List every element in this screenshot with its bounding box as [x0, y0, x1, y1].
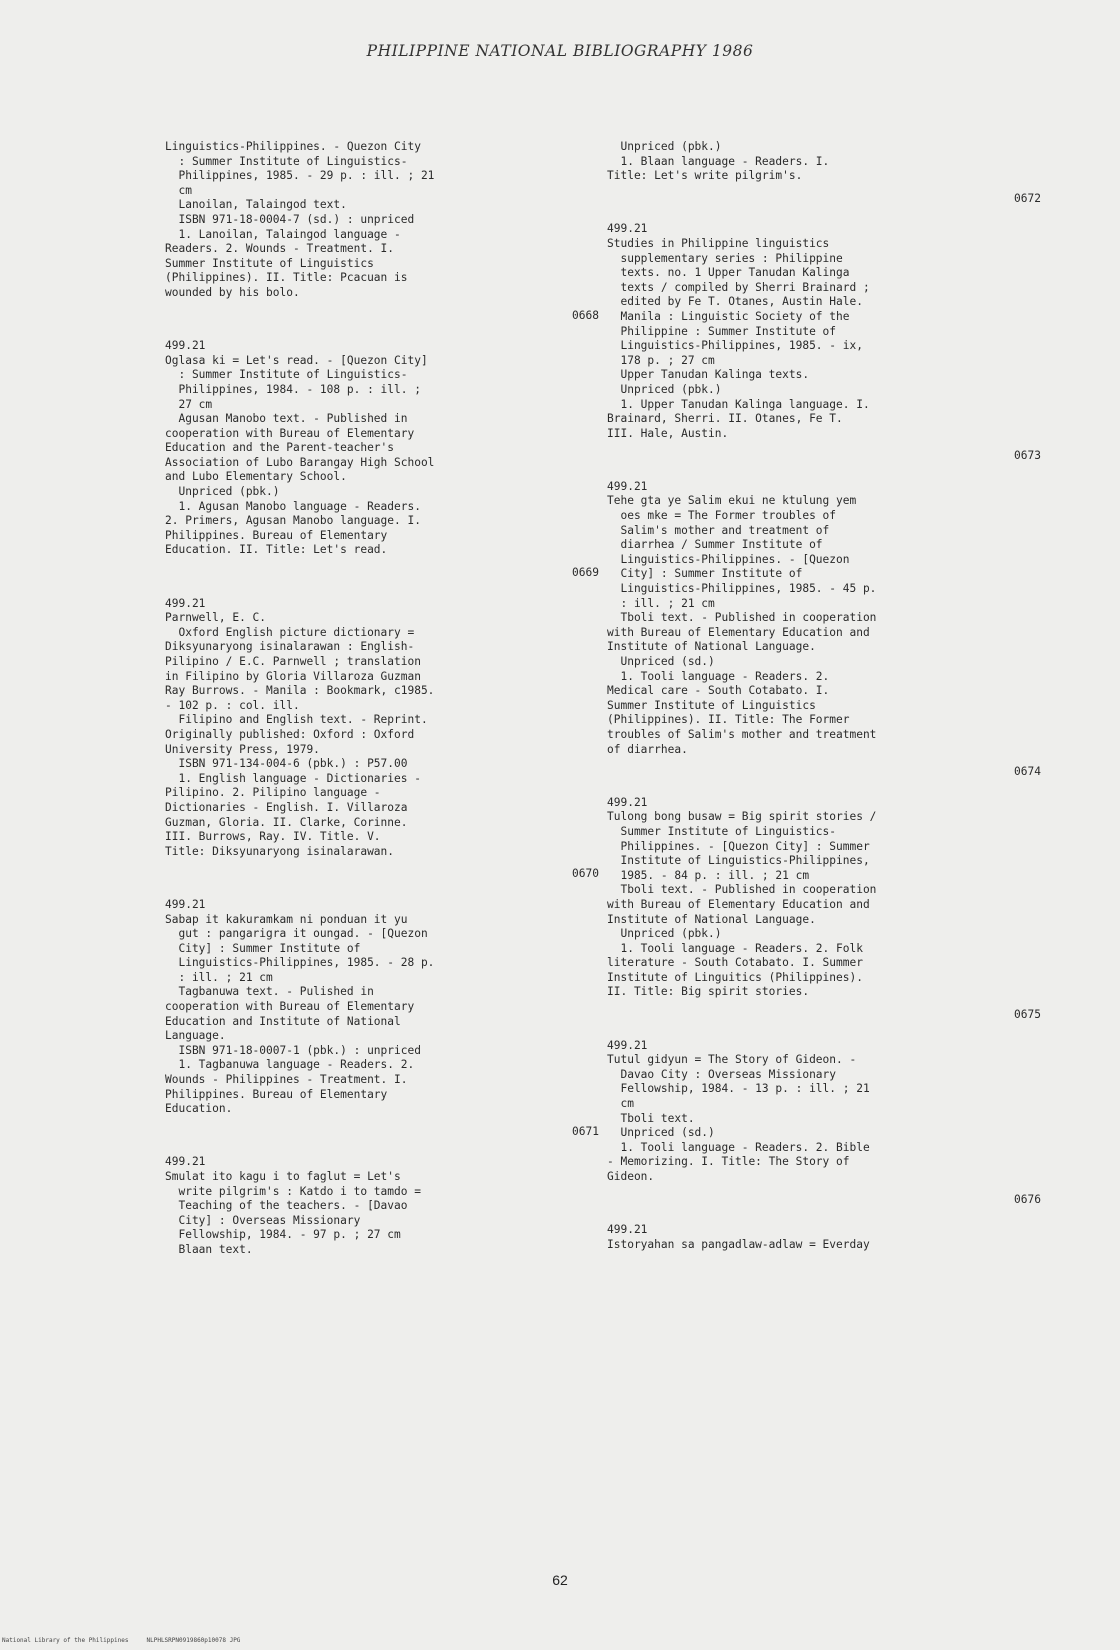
bibliography-entry — [165, 898, 617, 1140]
entry-line: troubles of Salim's mother and treatment — [607, 727, 877, 741]
entry-line: Ray Burrows. - Manila : Bookmark, c1985. — [165, 684, 435, 698]
bibliography-entry — [165, 140, 617, 323]
control-number: 0676 — [1014, 1192, 1041, 1206]
entry-line: Linguistics-Philippines. - [Quezon — [607, 552, 850, 566]
entry-line: Title: Diksyunaryong isinalarawan. — [165, 844, 395, 858]
entry-line: City] : Summer Institute of — [607, 567, 803, 581]
entry-line: Linguistics-Philippines. - Quezon City — [165, 140, 421, 153]
entry-line: 499.21 — [607, 479, 648, 493]
bibliography-entry — [607, 480, 1059, 780]
entry-line: 1. Lanoilan, Talaingod language - — [165, 227, 401, 241]
entry-line: 499.21 — [165, 596, 206, 610]
entry-line: cooperation with Bureau of Elementary — [165, 1000, 415, 1014]
entry-line: Tagbanuwa text. - Pulished in — [165, 985, 374, 999]
control-number: 0675 — [1014, 1008, 1041, 1022]
entry-line: 1. Tooli language - Readers. 2. — [607, 669, 830, 683]
entry-line: 499.21 — [165, 1155, 206, 1169]
entry-line: Blaan text. — [165, 1242, 253, 1256]
right-column — [607, 140, 1059, 1252]
entry-line: Fellowship, 1984. - 97 p. ; 27 cm — [165, 1228, 401, 1242]
entry-line: gut : pangarigra it oungad. - [Quezon — [165, 927, 428, 941]
bibliography-entry — [607, 1039, 1059, 1208]
bibliography-entry — [607, 796, 1059, 1023]
entry-line: 1. Upper Tanudan Kalinga language. I. — [607, 397, 870, 411]
entry-line: Fellowship, 1984. - 13 p. : ill. ; 21 — [607, 1082, 870, 1096]
entry-line: Philippine : Summer Institute of — [607, 324, 837, 338]
entry-line: 499.21 — [607, 222, 648, 236]
entry-line: City] : Summer Institute of — [165, 941, 361, 955]
entry-line: diarrhea / Summer Institute of — [607, 538, 823, 552]
entry-line: Education and Institute of National — [165, 1014, 401, 1028]
entry-line: : Summer Institute of Linguistics- — [165, 154, 408, 168]
entry-line: cm — [165, 183, 192, 197]
entry-line: texts. no. 1 Upper Tanudan Kalinga — [607, 266, 850, 280]
entry-line: : ill. ; 21 cm — [607, 596, 715, 610]
entry-line: Philippines, 1985. - 29 p. : ill. ; 21 — [165, 169, 435, 183]
entry-line: Association of Lubo Barangay High School — [165, 455, 435, 469]
entry-line: III. Burrows, Ray. IV. Title. V. — [165, 830, 381, 844]
entry-line: ISBN 971-18-0004-7 (sd.) : unpriced — [165, 212, 415, 226]
control-number: 0672 — [1014, 191, 1041, 205]
entry-line: 1. Tagbanuwa language - Readers. 2. — [165, 1058, 415, 1072]
entry-line: Philippines. Bureau of Elementary — [165, 528, 388, 542]
entry-line: 2. Primers, Agusan Manobo language. I. — [165, 514, 421, 528]
page-number: 62 — [552, 1572, 568, 1588]
entry-line: Parnwell, E. C. — [165, 611, 267, 625]
entry-line: Davao City : Overseas Missionary — [607, 1067, 837, 1081]
entry-line: Summer Institute of Linguistics — [607, 698, 816, 712]
entry-line: Language. — [165, 1029, 226, 1043]
entry-line: Filipino and English text. - Reprint. — [165, 713, 428, 727]
entry-line: Gideon. — [607, 1170, 655, 1183]
entry-line: Agusan Manobo text. - Published in — [165, 412, 408, 426]
entry-line: edited by Fe T. Otanes, Austin Hale. — [607, 295, 863, 309]
entry-line: 1. English language - Dictionaries - — [165, 771, 421, 785]
entry-line: texts / compiled by Sherri Brainard ; — [607, 280, 870, 294]
entry-line: Institute of National Language. — [607, 912, 816, 926]
entry-line: Oxford English picture dictionary = — [165, 625, 415, 639]
control-number: 0671 — [572, 1124, 599, 1138]
entry-line: Upper Tanudan Kalinga texts. — [607, 368, 810, 382]
bibliography-entry — [165, 339, 617, 581]
entry-line: Summer Institute of Linguistics — [165, 256, 374, 270]
entry-line: Medical care - South Cotabato. I. — [607, 684, 830, 698]
entry-line: Teaching of the teachers. - [Davao — [165, 1199, 408, 1213]
entry-line: - Memorizing. I. Title: The Story of — [607, 1155, 850, 1169]
entry-line: 499.21 — [607, 1223, 648, 1237]
entry-line: of diarrhea. — [607, 742, 688, 756]
bibliography-entry — [607, 1223, 1059, 1252]
entry-line: 499.21 — [607, 1038, 648, 1052]
entry-line: 499.21 — [165, 339, 206, 353]
entry-line: ISBN 971-134-004-6 (pbk.) : P57.00 — [165, 757, 408, 771]
bibliography-entry — [165, 597, 617, 882]
entry-line: Education. — [165, 1102, 233, 1116]
entry-line: (Philippines). II. Title: Pcacuan is — [165, 271, 408, 285]
entry-line: cm — [607, 1097, 634, 1111]
entry-line: Tutul gidyun = The Story of Gideon. - — [607, 1053, 857, 1067]
entry-line: 27 cm — [165, 397, 213, 411]
entry-line: Tboli text. - Published in cooperation — [607, 883, 877, 897]
entry-line: Linguistics-Philippines, 1985. - 45 p. — [607, 582, 877, 596]
entry-line: Studies in Philippine linguistics — [607, 236, 830, 250]
entry-line: Linguistics-Philippines, 1985. - 28 p. — [165, 956, 435, 970]
entry-line: - 102 p. : col. ill. — [165, 698, 300, 712]
entry-line: Guzman, Gloria. II. Clarke, Corinne. — [165, 815, 408, 829]
entry-line: University Press, 1979. — [165, 742, 320, 756]
entry-line: Linguistics-Philippines, 1985. - ix, — [607, 339, 863, 353]
entry-line: Philippines, 1984. - 108 p. : ill. ; — [165, 382, 421, 396]
entry-line: Lanoilan, Talaingod text. — [165, 198, 347, 212]
entry-line: Tulong bong busaw = Big spirit stories / — [607, 810, 877, 824]
entry-line: wounded by his bolo. — [165, 285, 300, 299]
control-number: 0668 — [572, 308, 599, 322]
control-number: 0669 — [572, 566, 599, 580]
entry-line: Unpriced (pbk.) — [607, 382, 722, 396]
entry-line: in Filipino by Gloria Villaroza Guzman — [165, 669, 421, 683]
page-title: PHILIPPINE NATIONAL BIBLIOGRAPHY 1986 — [366, 42, 754, 60]
entry-line: Salim's mother and treatment of — [607, 523, 830, 537]
entry-line: (Philippines). II. Title: The Former — [607, 713, 850, 727]
entry-line: Unpriced (pbk.) — [165, 485, 280, 499]
entry-line: Title: Let's write pilgrim's. — [607, 169, 803, 183]
entry-line: write pilgrim's : Katdo i to tamdo = — [165, 1184, 421, 1198]
entry-line: Institute of Linguistics-Philippines, — [607, 854, 870, 868]
entry-line: Unpriced (pbk.) — [607, 927, 722, 941]
entry-line: Summer Institute of Linguistics- — [607, 824, 837, 838]
entry-line: II. Title: Big spirit stories. — [607, 985, 810, 999]
entry-line: ISBN 971-18-0007-1 (pbk.) : unpriced — [165, 1043, 421, 1057]
entry-line: oes mke = The Former troubles of — [607, 509, 837, 523]
entry-line: cooperation with Bureau of Elementary — [165, 426, 415, 440]
entry-line: Manila : Linguistic Society of the — [607, 309, 850, 323]
entry-line: III. Hale, Austin. — [607, 426, 729, 440]
scan-footer-note: National Library of the Philippines NLPHLSRPN0919860p10078 JPG — [2, 1637, 241, 1644]
entry-line: Istoryahan sa pangadlaw-adlaw = Everday — [607, 1237, 870, 1251]
entry-line: Dictionaries - English. I. Villaroza — [165, 800, 408, 814]
entry-line: Institute of Linguitics (Philippines). — [607, 970, 863, 984]
entry-line: Unpriced (sd.) — [607, 655, 715, 668]
entry-line: Readers. 2. Wounds - Treatment. I. — [165, 242, 395, 256]
bibliography-entry — [607, 222, 1059, 464]
entry-line: with Bureau of Elementary Education and — [607, 897, 870, 911]
entry-line: Diksyunaryong isinalarawan : English- — [165, 640, 415, 654]
entry-line: Sabap it kakuramkam ni ponduan it yu — [165, 912, 408, 926]
entry-line: : Summer Institute of Linguistics- — [165, 368, 408, 382]
entry-line: Education and the Parent-teacher's — [165, 441, 395, 455]
entry-line: 1. Blaan language - Readers. I. — [607, 154, 830, 168]
bibliography-entry — [165, 1155, 617, 1257]
entry-line: Tehe gta ye Salim ekui ne ktulung yem — [607, 494, 857, 508]
entry-line: 1. Tooli language - Readers. 2. Folk — [607, 941, 863, 955]
control-number: 0673 — [1014, 449, 1041, 463]
entry-line: City] : Overseas Missionary — [165, 1213, 361, 1227]
entry-line: Oglasa ki = Let's read. - [Quezon City] — [165, 353, 428, 367]
entry-line: 1. Tooli language - Readers. 2. Bible — [607, 1140, 870, 1154]
entry-line: 499.21 — [607, 795, 648, 809]
entry-line: Unpriced (pbk.) — [607, 140, 722, 153]
entry-line: Wounds - Philippines - Treatment. I. — [165, 1073, 408, 1087]
entry-line: 499.21 — [165, 897, 206, 911]
control-number: 0670 — [572, 867, 599, 881]
entry-line: Brainard, Sherri. II. Otanes, Fe T. — [607, 412, 843, 426]
entry-line: Smulat ito kagu i to faglut = Let's — [165, 1170, 401, 1183]
entry-line: Philippines. - [Quezon City] : Summer — [607, 839, 870, 853]
entry-line: Institute of National Language. — [607, 640, 816, 654]
entry-line: Pilipino / E.C. Parnwell ; translation — [165, 655, 421, 668]
entry-line: Education. II. Title: Let's read. — [165, 543, 388, 557]
entry-line: Philippines. Bureau of Elementary — [165, 1087, 388, 1101]
entry-line: 1. Agusan Manobo language - Readers. — [165, 499, 421, 513]
bibliography-entry — [607, 140, 1059, 206]
entry-line: supplementary series : Philippine — [607, 251, 843, 265]
entry-line: 1985. - 84 p. : ill. ; 21 cm — [607, 868, 810, 882]
entry-line: Tboli text. — [607, 1111, 695, 1125]
entry-line: with Bureau of Elementary Education and — [607, 625, 870, 639]
control-number: 0674 — [1014, 765, 1041, 779]
entry-line: Pilipino. 2. Pilipino language - — [165, 786, 381, 800]
entry-line: Tboli text. - Published in cooperation — [607, 611, 877, 625]
entry-line: : ill. ; 21 cm — [165, 970, 273, 984]
left-column — [165, 140, 617, 1258]
entry-line: Originally published: Oxford : Oxford — [165, 727, 415, 741]
entry-line: 178 p. ; 27 cm — [607, 353, 715, 367]
entry-line: literature - South Cotabato. I. Summer — [607, 956, 863, 970]
entry-line: Unpriced (sd.) — [607, 1126, 715, 1140]
entry-line: and Lubo Elementary School. — [165, 470, 347, 484]
